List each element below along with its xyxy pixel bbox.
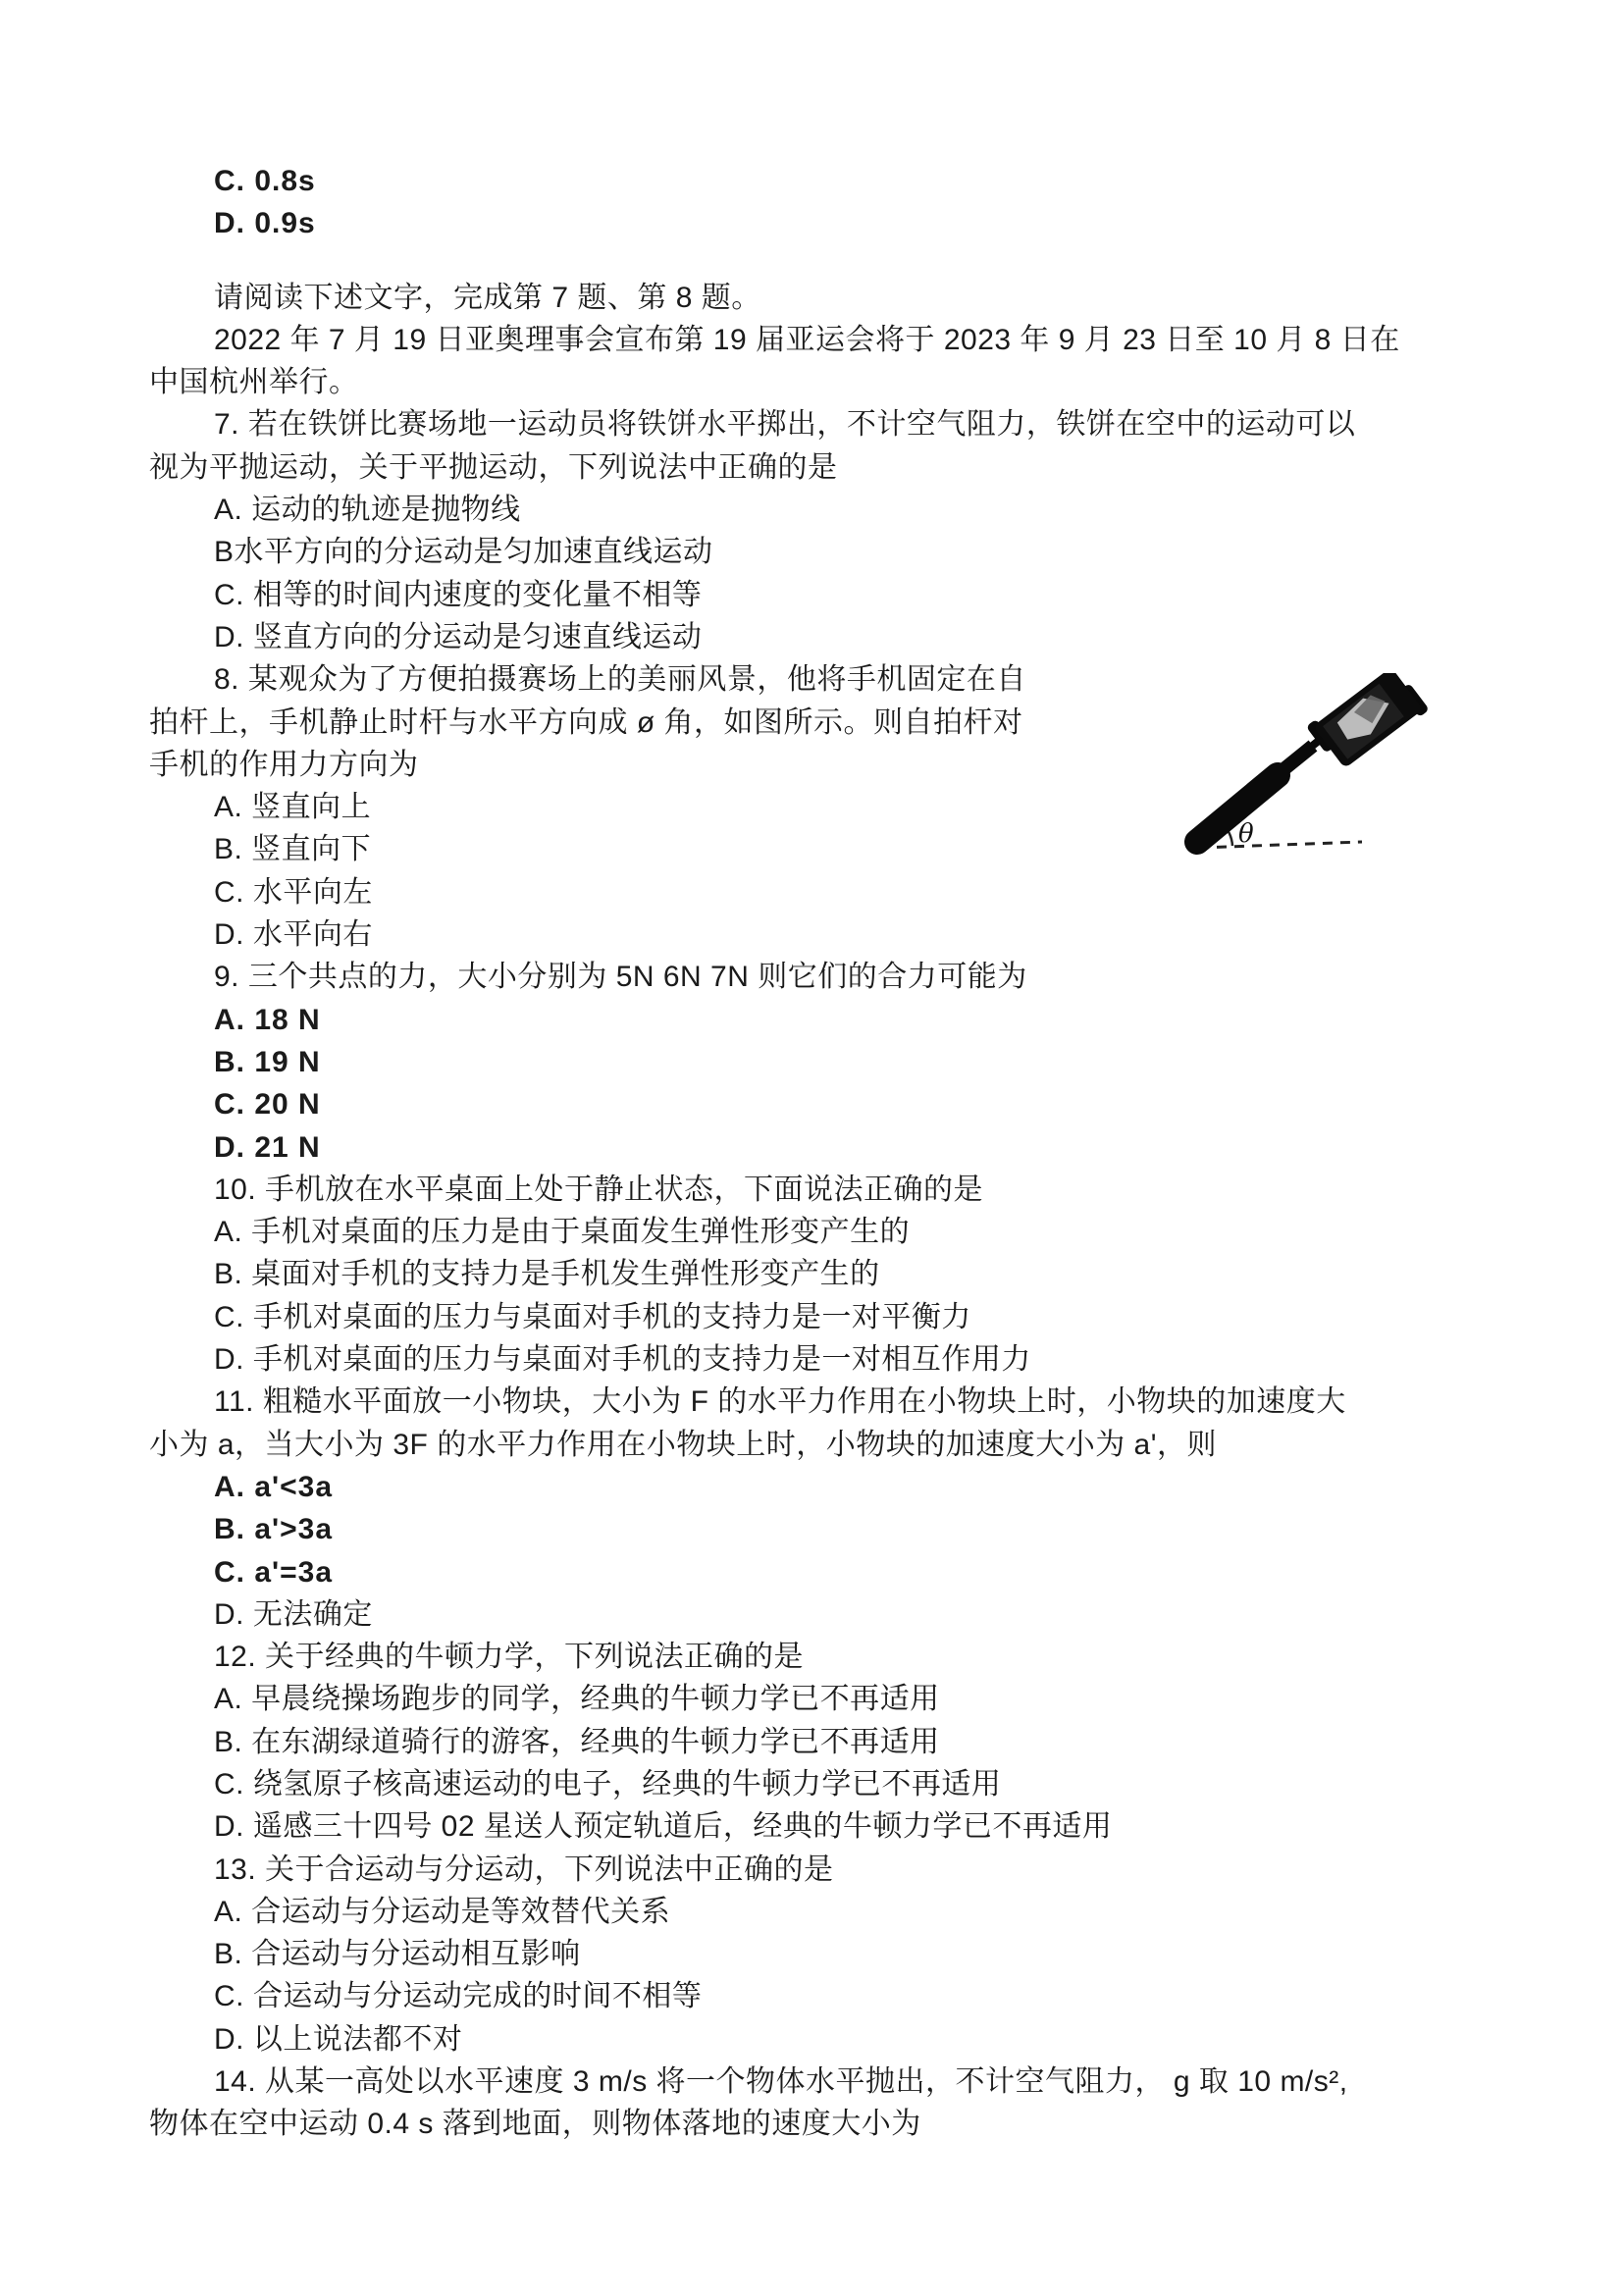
option-d-line: D. 0.9s — [214, 207, 316, 240]
phone-clamp-group — [1306, 673, 1430, 775]
q13-option-a-line: A. 合运动与分运动是等效替代关系 — [214, 1895, 671, 1928]
q8-option-b-line: B. 竖直向下 — [214, 833, 372, 866]
q12-option-a-line: A. 早晨绕操场跑步的同学，经典的牛顿力学已不再适用 — [214, 1683, 940, 1716]
q10-option-d-line: D. 手机对桌面的压力与桌面对手机的支持力是一对相互作用力 — [214, 1343, 1031, 1377]
q10-option-b-line: B. 桌面对手机的支持力是手机发生弹性形变产生的 — [214, 1258, 880, 1291]
exam-text-block — [0, 160, 1623, 2146]
q8-option-c-line: C. 水平向左 — [214, 875, 373, 909]
q7-option-a-line: A. 运动的轨迹是抛物线 — [214, 494, 521, 527]
q9-option-c-line: C. 20 N — [214, 1088, 321, 1122]
question-12-line: 12. 关于经典的牛顿力学，下列说法正确的是 — [214, 1641, 805, 1674]
stick-handle — [1197, 775, 1278, 842]
option-c-line: C. 0.8s — [214, 165, 316, 197]
q12-option-b-line: B. 在东湖绿道骑行的游客，经典的牛顿力学已不再适用 — [214, 1725, 940, 1758]
q9-option-d-line: D. 21 N — [214, 1130, 321, 1164]
question-14-cont-line: 物体在空中运动 0.4 s 落到地面，则物体落地的速度大小为 — [149, 2108, 921, 2141]
q9-option-b-line: B. 19 N — [214, 1045, 321, 1078]
q10-option-c-line: C. 手机对桌面的压力与桌面对手机的支持力是一对平衡力 — [214, 1300, 971, 1333]
q10-option-a-line: A. 手机对桌面的压力是由于桌面发生弹性形变产生的 — [214, 1216, 911, 1249]
asiad-announcement-cont-line: 中国杭州举行。 — [149, 366, 359, 399]
question-14-line: 14. 从某一高处以水平速度 3 m/s 将一个物体水平抛出，不计空气阻力， g 取 10 m/s², — [214, 2065, 1348, 2099]
q11-option-b-line: B. a'>3a — [214, 1513, 334, 1546]
q13-option-c-line: C. 合运动与分运动完成的时间不相等 — [214, 1980, 703, 2013]
q7-option-c-line: C. 相等的时间内速度的变化量不相等 — [214, 578, 703, 611]
asiad-announcement-line: 2022 年 7 月 19 日亚奥理事会宣布第 19 届亚运会将于 2023 年 9 月 23 日至 10 月 8 日在 — [214, 323, 1400, 356]
stick-segment-mid — [1272, 746, 1313, 779]
question-11-line: 11. 粗糙水平面放一小物块，大小为 F 的水平力作用在小物块上时，小物块的加速度大 — [214, 1385, 1346, 1419]
q12-option-d-line: D. 遥感三十四号 02 星送人预定轨道后，经典的牛顿力学已不再适用 — [214, 1810, 1113, 1844]
q9-option-a-line: A. 18 N — [214, 1003, 321, 1036]
question-7-line: 7. 若在铁饼比赛场地一运动员将铁饼水平掷出，不计空气阻力，铁饼在空中的运动可以 — [214, 408, 1356, 442]
question-10-line: 10. 手机放在水平桌面上处于静止状态，下面说法正确的是 — [214, 1173, 984, 1206]
q12-option-c-line: C. 绕氢原子核高速运动的电子，经典的牛顿力学已不再适用 — [214, 1767, 1002, 1800]
question-11-cont-line: 小为 a，当大小为 3F 的水平力作用在小物块上时，小物块的加速度大小为 a'，则 — [149, 1428, 1217, 1461]
selfie-stick-figure — [1174, 673, 1435, 869]
q7-option-b-line: B水平方向的分运动是匀加速直线运动 — [214, 536, 713, 569]
q7-option-d-line: D. 竖直方向的分运动是匀速直线运动 — [214, 620, 703, 653]
question-8-line: 8. 某观众为了方便拍摄赛场上的美丽风景，他将手机固定在自 — [214, 663, 1026, 697]
reading-prompt-line: 请阅读下述文字，完成第 7 题、第 8 题。 — [214, 281, 761, 314]
q8-option-d-line: D. 水平向右 — [214, 918, 373, 952]
q13-option-b-line: B. 合运动与分运动相互影响 — [214, 1938, 581, 1971]
question-13-line: 13. 关于合运动与分运动，下列说法中正确的是 — [214, 1852, 834, 1886]
q11-option-c-line: C. a'=3a — [214, 1555, 334, 1589]
question-7-cont-line: 视为平抛运动，关于平抛运动，下列说法中正确的是 — [149, 450, 838, 484]
question-8-cont-line-2: 手机的作用力方向为 — [149, 748, 419, 781]
q13-option-d-line: D. 以上说法都不对 — [214, 2022, 463, 2056]
q11-option-a-line: A. a'<3a — [214, 1470, 334, 1503]
question-9-line: 9. 三个共点的力，大小分别为 5N 6N 7N 则它们的合力可能为 — [214, 961, 1027, 994]
question-8-cont-line-1: 拍杆上，手机静止时杆与水平方向成 ø 角，如图所示。则自拍杆对 — [149, 705, 1023, 739]
theta-angle-label: θ — [1238, 819, 1254, 849]
q11-option-d-line: D. 无法确定 — [214, 1597, 373, 1631]
horizontal-dashed-line — [1199, 842, 1362, 848]
q8-option-a-line: A. 竖直向上 — [214, 791, 372, 824]
